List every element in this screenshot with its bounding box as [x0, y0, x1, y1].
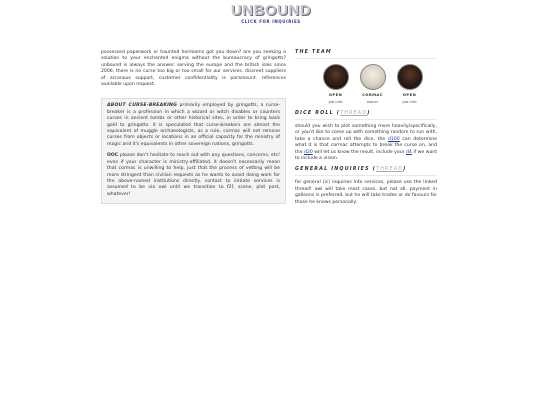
dice-text-c: will let us know the result, include your: [314, 149, 405, 155]
dice-heading-text: DICE ROLL: [295, 111, 334, 116]
inquiries-thread-link[interactable]: THREAD: [376, 167, 404, 173]
inquiries-text: for general (ic) inquiries into services, please use the linked thread! owl will take most cases, but not all. payment in galleons is preferred, but he will take trades or do favours for those he knows personally.: [295, 180, 437, 205]
about-paragraph: [107, 103, 280, 148]
avatar: [360, 64, 386, 90]
left-column: [101, 50, 286, 204]
dice-thread-link[interactable]: THREAD: [340, 111, 368, 116]
inquiries-section: [295, 167, 437, 206]
ooc-label: OOC: [107, 153, 119, 159]
member-name: CORMAC: [362, 92, 383, 97]
dice-heading: DICE ROLL (THREAD): [295, 111, 437, 120]
about-box: [101, 98, 286, 204]
d20-link[interactable]: d20: [304, 149, 313, 155]
dice-text-a: should you wish to plot something more heavily/specifically, or you'd like to come up with something random to run with, take a chance and roll the dice. the: [295, 124, 437, 142]
d4-link[interactable]: d4: [405, 149, 412, 155]
about-heading: ABOUT CURSE-BREAKING: [107, 103, 178, 109]
dice-text-b: can determine what it is that cormac attempts to break the curse on, and the: [295, 136, 437, 155]
team-heading: THE TEAM: [295, 50, 437, 59]
intro-text: possessed paperwork or haunted heirlooms got you down? are you seeking a solution to your enchanted enigma without the bureaucracy of gringotts? unbound is always the answer. serving the europe and the british isles since 2006, there is no curse too big or too small for our services. discreet suppliers of arcanous support, customer confidentiality is paramount. references available upon request.: [101, 50, 286, 88]
logo-wordmark: UNBOUND: [230, 2, 312, 19]
avatar: [397, 64, 423, 90]
inquiries-heading-text: GENERAL INQUIRIES: [295, 167, 370, 173]
member-name: OPEN: [328, 92, 343, 97]
about-text: primarily employed by gringotts, a curse-breaker is a profession in which a wizard or witch disables or counters curses in ancient tombs or other historical sites, in order to bring back gold to gringotts. it is speculated that curse-breakers are almost the equivalent of muggle archaeologists, as a rule, cormac will not remove curses from objects or locations in an official capacity for the ministry of magic and it's equivalents in other sovereign nations, gringotts.: [107, 103, 280, 147]
dice-section: [295, 111, 437, 162]
right-column: [295, 50, 437, 206]
ooc-text: please don't hesitate to reach out with any questions, concerns, etc! even if your character is ministry-affiliated, it doesn't necessarily mean that cormac is unwilling to help, just that the process of vetting will be more stringent than civilian requests as he wants to avoid doing work for the above-named institutions directly. contact to initiate services is assumed to be via owl until we transition to f2f, scene, plot post, whatever!: [107, 153, 280, 197]
team-member: [391, 64, 428, 106]
inquiries-heading: GENERAL INQUIRIES (THREAD): [295, 167, 437, 176]
team-member: [354, 64, 391, 106]
member-role: owner: [366, 99, 379, 104]
member-role-link[interactable]: job info: [328, 99, 343, 104]
team-list: [295, 64, 437, 106]
member-role-link[interactable]: job info: [402, 99, 417, 104]
ooc-paragraph: [107, 153, 280, 198]
team-member: [317, 64, 354, 106]
dice-text-d: if we want to include a vision.: [295, 149, 438, 162]
dice-text: [295, 124, 437, 162]
d100-link[interactable]: d100: [387, 136, 400, 142]
avatar: [323, 64, 349, 90]
site-logo[interactable]: [230, 3, 312, 24]
inquiry-link[interactable]: CLICK FOR INQUIRIES: [241, 19, 301, 24]
member-name: OPEN: [402, 92, 417, 97]
